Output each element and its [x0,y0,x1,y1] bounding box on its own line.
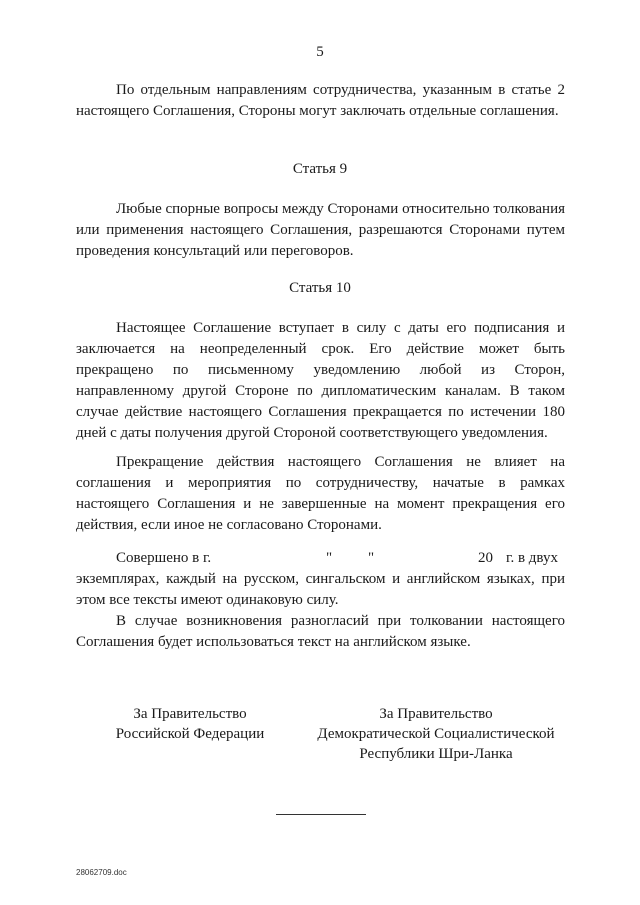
paragraph-disputes: Любые спорные вопросы между Сторонами относительно толкования или применения настоящего Соглашения, разрешаются Сторонами путем проведения консультаций или переговоров. [76,201,566,259]
signature-russia-line1: За Правительство [133,706,247,722]
page-number: 5 [316,44,324,60]
signature-sri-lanka-line3: Республики Шри-Ланка [359,746,513,762]
paragraph-separate-agreements: По отдельным направлениям сотрудничества, указанным в статье 2 настоящего Соглашения, Стороны могут заключать отдельные соглашения. [76,82,565,119]
paragraph-termination-effect: Прекращение действия настоящего Соглашения не влияет на соглашения и мероприятия по сотрудничеству, начатые в рамках настоящего Соглашения и не завершенные на момент прекращения его действия, если иное не согласовано Сторонами. [76,454,565,533]
paragraph-entry-into-force: Настоящее Соглашение вступает в силу с даты его подписания и заключается на неопределенный срок. Его действие может быть прекращено по письменному уведомлению любой из Сторон, направленному другой Стороне по дипломатическим каналам. В таком случае действие настоящего Соглашения прекращается по истечении 180 дней с даты получения другой Стороной соответствующего уведомления. [76,320,565,441]
signature-block-russia [100,704,280,744]
signed-tail: г. в двух [506,550,558,566]
signed-at-label: Совершено в г. [116,550,212,566]
paragraph-copies: экземплярах, каждый на русском, сингальском и английском языках, при этом все тексты имеют одинаковую силу. [76,571,565,608]
date-quote-close: " [368,550,375,566]
end-divider [276,814,366,815]
article-10-heading: Статья 10 [289,280,351,296]
date-quote-open: " [326,550,333,566]
signed-year: 20 [478,550,493,566]
document-id: 28062709.doc [76,868,127,877]
signature-russia-line2: Российской Федерации [115,726,265,742]
signature-sri-lanka-line1: За Правительство [379,706,493,722]
article-9-heading: Статья 9 [292,161,348,177]
signature-sri-lanka-line2: Демократической Социалистической [317,726,555,742]
signature-block-sri-lanka [306,704,566,764]
paragraph-divergence: В случае возникновения разногласий при толковании настоящего Соглашения будет использоваться текст на английском языке. [76,613,565,650]
